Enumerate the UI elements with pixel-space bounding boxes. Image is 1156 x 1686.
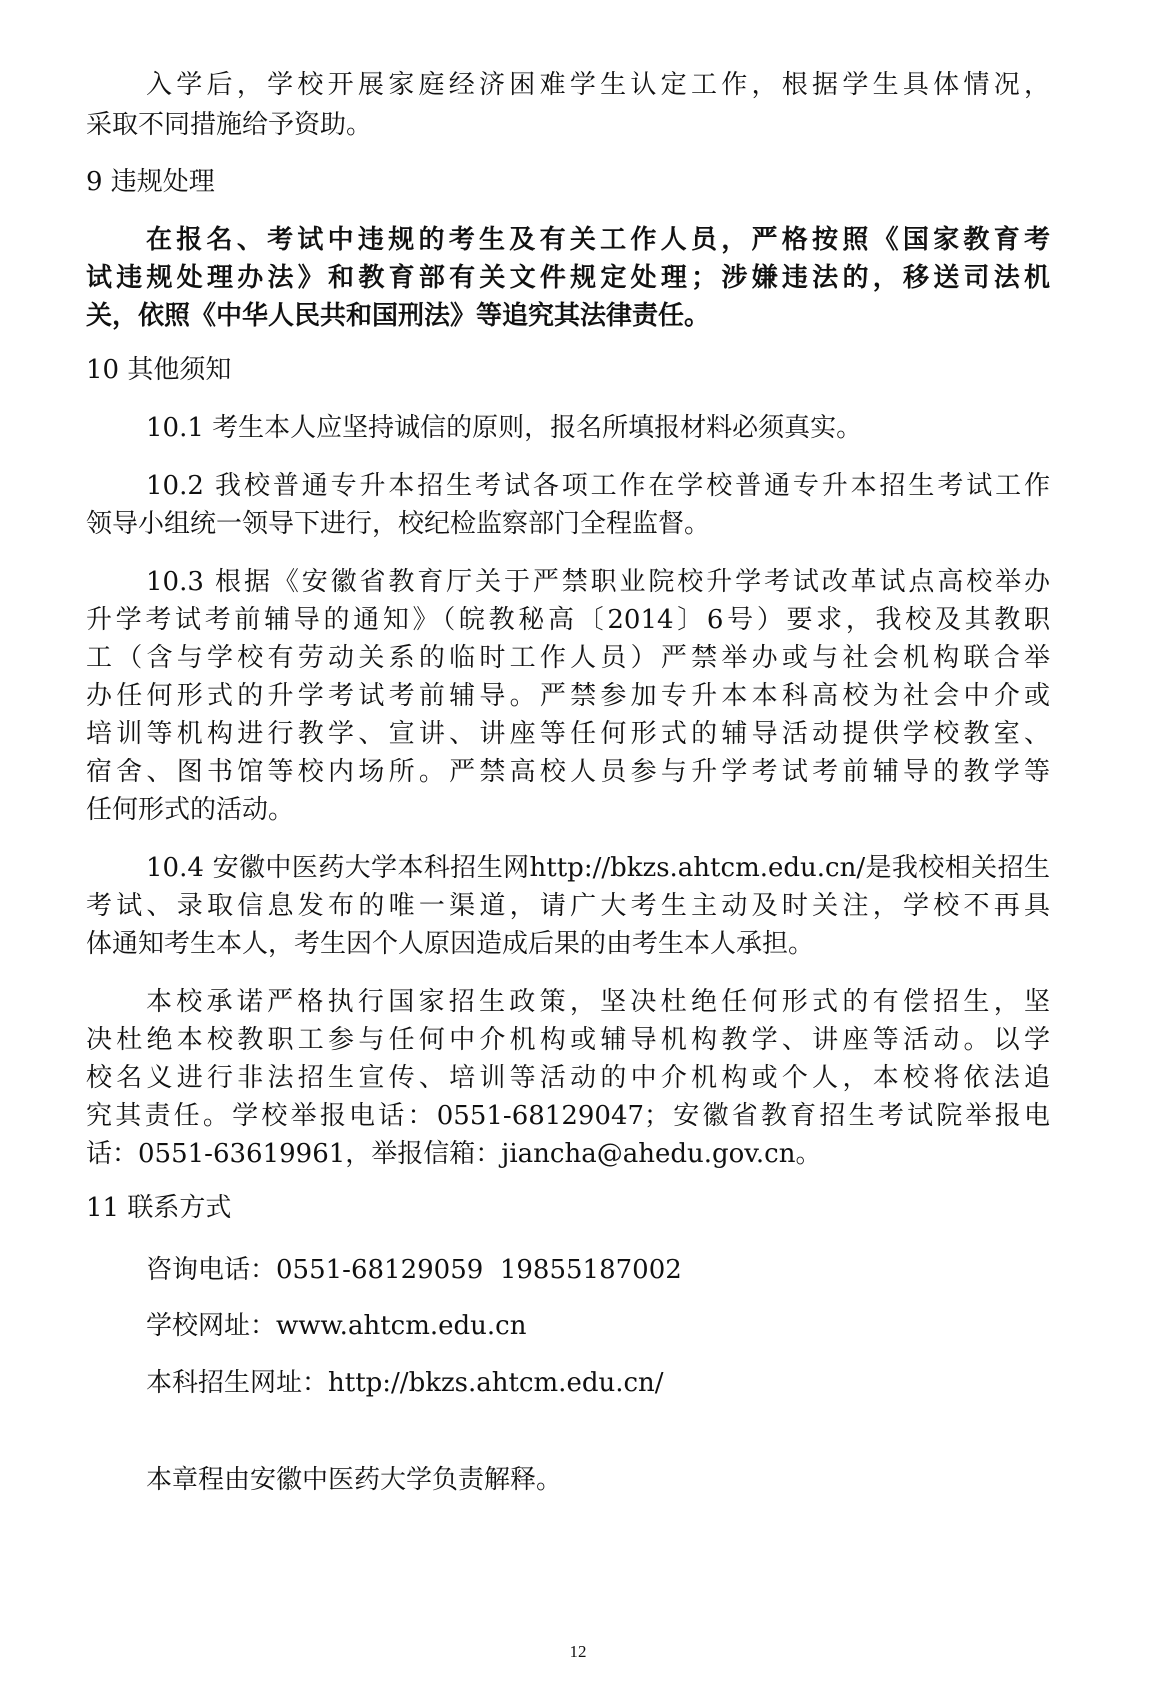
paragraph-line: 校名义进行非法招生宣传、培训等活动的中介机构或个人，本校将依法追 (86, 1063, 1050, 1093)
paragraph-line: 试违规处理办法》和教育部有关文件规定处理；涉嫌违法的，移送司法机 (86, 263, 1050, 293)
paragraph-line: 10.2 我校普通专升本招生考试各项工作在学校普通专升本招生考试工作 (146, 471, 1050, 501)
section-heading-11: 11 联系方式 (86, 1193, 232, 1223)
admission-website: 本科招生网址：http://bkzs.ahtcm.edu.cn/ (146, 1368, 664, 1398)
paragraph-line: 培训等机构进行教学、宣讲、讲座等任何形式的辅导活动提供学校教室、 (86, 719, 1050, 749)
paragraph-line: 宿舍、图书馆等校内场所。严禁高校人员参与升学考试考前辅导的教学等 (86, 757, 1050, 787)
paragraph-line: 采取不同措施给予资助。 (86, 110, 373, 140)
section-heading-10: 10 其他须知 (86, 355, 232, 385)
paragraph-line: 考试、录取信息发布的唯一渠道，请广大考生主动及时关注，学校不再具 (86, 891, 1050, 921)
paragraph-line: 究其责任。学校举报电话：0551-68129047；安徽省教育招生考试院举报电 (86, 1101, 1050, 1131)
paragraph-line: 办任何形式的升学考试考前辅导。严禁参加专升本本科高校为社会中介或 (86, 681, 1050, 711)
paragraph-line: 10.4 安徽中医药大学本科招生网http://bkzs.ahtcm.edu.cn/是我校相关招生 (146, 853, 1050, 883)
paragraph-line: 升学考试考前辅导的通知》（皖教秘高〔2014〕6号）要求，我校及其教职 (86, 605, 1050, 635)
paragraph-line: 决杜绝本校教职工参与任何中介机构或辅导机构教学、讲座等活动。以学 (86, 1025, 1050, 1055)
page-number: 12 (569, 1642, 587, 1661)
consult-phone: 咨询电话：0551-68129059 19855187002 (146, 1255, 682, 1285)
paragraph-line: 话：0551-63619961，举报信箱：jiancha@ahedu.gov.cn。 (86, 1139, 822, 1169)
section-heading-9: 9 违规处理 (86, 167, 215, 197)
paragraph-line: 在报名、考试中违规的考生及有关工作人员，严格按照《国家教育考 (146, 225, 1050, 255)
paragraph-line: 入学后，学校开展家庭经济困难学生认定工作，根据学生具体情况， (146, 70, 1050, 100)
paragraph-line: 本校承诺严格执行国家招生政策，坚决杜绝任何形式的有偿招生，坚 (146, 987, 1050, 1017)
paragraph-line: 任何形式的活动。 (86, 795, 295, 825)
school-website: 学校网址：www.ahtcm.edu.cn (146, 1311, 527, 1341)
item-10-1: 10.1 考生本人应坚持诚信的原则，报名所填报材料必须真实。 (146, 413, 863, 443)
paragraph-line: 工（含与学校有劳动关系的临时工作人员）严禁举办或与社会机构联合举 (86, 643, 1050, 673)
closing-statement: 本章程由安徽中医药大学负责解释。 (146, 1465, 563, 1495)
paragraph-line: 体通知考生本人，考生因个人原因造成后果的由考生本人承担。 (86, 929, 815, 959)
paragraph-line: 10.3 根据《安徽省教育厅关于严禁职业院校升学考试改革试点高校举办 (146, 567, 1050, 597)
paragraph-line: 领导小组统一领导下进行，校纪检监察部门全程监督。 (86, 509, 711, 539)
paragraph-line: 关，依照《中华人民共和国刑法》等追究其法律责任。 (86, 301, 711, 331)
